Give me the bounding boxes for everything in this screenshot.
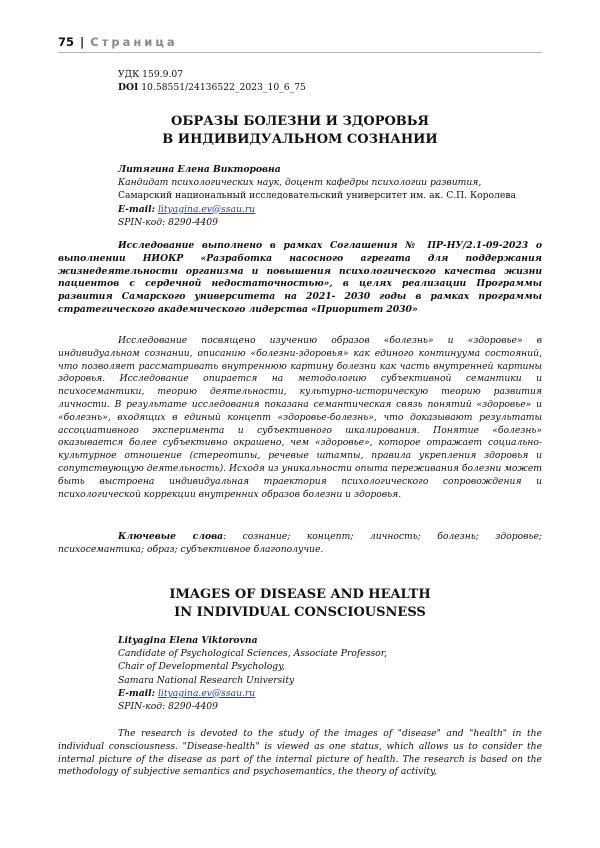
keywords-line-2: психосемантика; образ; субъективное благополучие. [58, 543, 324, 555]
doi-line [118, 81, 542, 94]
keywords-label: Ключевые слова [118, 531, 224, 542]
keywords-line-1: : сознание; концепт; личность; болезнь; здоровье; [223, 531, 542, 542]
abstract-ru [58, 335, 542, 501]
article-title-en [58, 586, 542, 622]
doi-label: DOI [118, 82, 139, 94]
author-info-en [118, 634, 542, 713]
email-label-en: E-mail: [118, 687, 156, 699]
author-name-ru: Литягина Елена Викторовна [118, 164, 281, 175]
author-name-en: Lityagina Elena Viktorovna [118, 635, 258, 646]
abstract-en-paragraph: The research is devoted to the study of the images of "disease" and "health" in the individual consciousness. "Disease-health" is viewed as one status, which allows us to consider the internal picture of the disease as part of the internal picture of health. The research is based on the methodology of subjective semantics and psychosemantics, the theory of activity, [58, 728, 543, 778]
author-university-en: Samara National Research University [118, 674, 295, 686]
author-info-ru [118, 163, 542, 229]
author-affiliation-ru: Самарский национальный исследовательский университет им. ак. С.П. Королева [118, 190, 516, 202]
page-header [58, 35, 542, 53]
title-ru-line-1: ОБРАЗЫ БОЛЕЗНИ И ЗДОРОВЬЯ [171, 114, 429, 129]
title-ru-line-2: В ИНДИВИДУАЛЬНОМ СОЗНАНИИ [162, 132, 438, 147]
author-email-link[interactable]: lityagina.ev@ssau.ru [157, 203, 256, 215]
doi-value: 10.58551/24136522_2023_10_6_75 [141, 82, 306, 94]
keywords-paragraph [58, 531, 542, 557]
abstract-en [58, 728, 542, 779]
abstract-ru-paragraph: Исследование посвящено изучению образов «болезнь» и «здоровье» в индивидуальном сознании, описанию «болезни-здоровья» как единого континуума состояний, что позволяет рассматривать внутреннюю картину болезни как часть внутренней картины здоровья. Исследование опирается на методологию субъективной семантики и психосемантики, теорию деятельности, культурно-историческую теорию развития личности. В результате исследования показана семантическая связь понятий «здоровье» и «болезнь», входящих в единый концепт «здоровье-болезнь», что доказывают результаты ассоциативного эксперимента и субъективного шкалирования. Понятие «болезнь» оказывается более субъективно окрашено, чем «здоровье», которое отражает социально-культурное отношение (стереотипы, речевые штампы, правила укрепления здоровья и сопутствующую деятельность). Исходя из уникальности опыта переживания болезни может быть выстроена индивидуальная траектория психологического сопровождения и психологической коррекции внутренних образов болезни и здоровья. [58, 335, 543, 500]
title-en-line-1: IMAGES OF DISEASE AND HEALTH [169, 587, 431, 602]
header-rule [58, 52, 542, 53]
page-number: 75 [58, 35, 75, 49]
header-separator: | [80, 35, 85, 49]
author-email-link-en[interactable]: lityagina.ev@ssau.ru [157, 687, 256, 699]
author-email-line-ru [118, 203, 542, 216]
article-title-ru [58, 113, 542, 149]
author-spin-en: SPIN-код: 8290-4409 [118, 701, 218, 713]
author-chair-en: Chair of Developmental Psychology, [118, 661, 286, 673]
article-meta [118, 68, 542, 94]
author-position-en: Candidate of Psychological Sciences, Associate Professor, [118, 648, 387, 660]
author-email-line-en [118, 687, 542, 700]
udk-code: УДК 159.9.07 [118, 69, 184, 80]
grant-paragraph: Исследование выполнено в рамках Соглашения № ПР-НУ/2.1-09-2023 о выполнении НИОКР «Разработка насосного агрегата для поддержания жизнедеятельности организма и повышения психологического качества жизни пациентов с сердечной недостаточностью», в целях реализации Программы развития Самарского университета на 2021- 2030 годы в рамках программы стратегического академического лидерства «Приоритет 2030» [58, 240, 542, 315]
keywords-ru [58, 531, 542, 557]
email-label: E-mail: [118, 203, 156, 215]
title-en-line-2: IN INDIVIDUAL CONSCIOUSNESS [174, 605, 426, 620]
author-spin-ru: SPIN-код: 8290-4409 [118, 216, 218, 228]
author-position-ru: Кандидат психологических наук, доцент кафедры психологии развития, [118, 177, 482, 189]
grant-note [58, 240, 542, 317]
header-section-word: Страница [90, 35, 178, 49]
